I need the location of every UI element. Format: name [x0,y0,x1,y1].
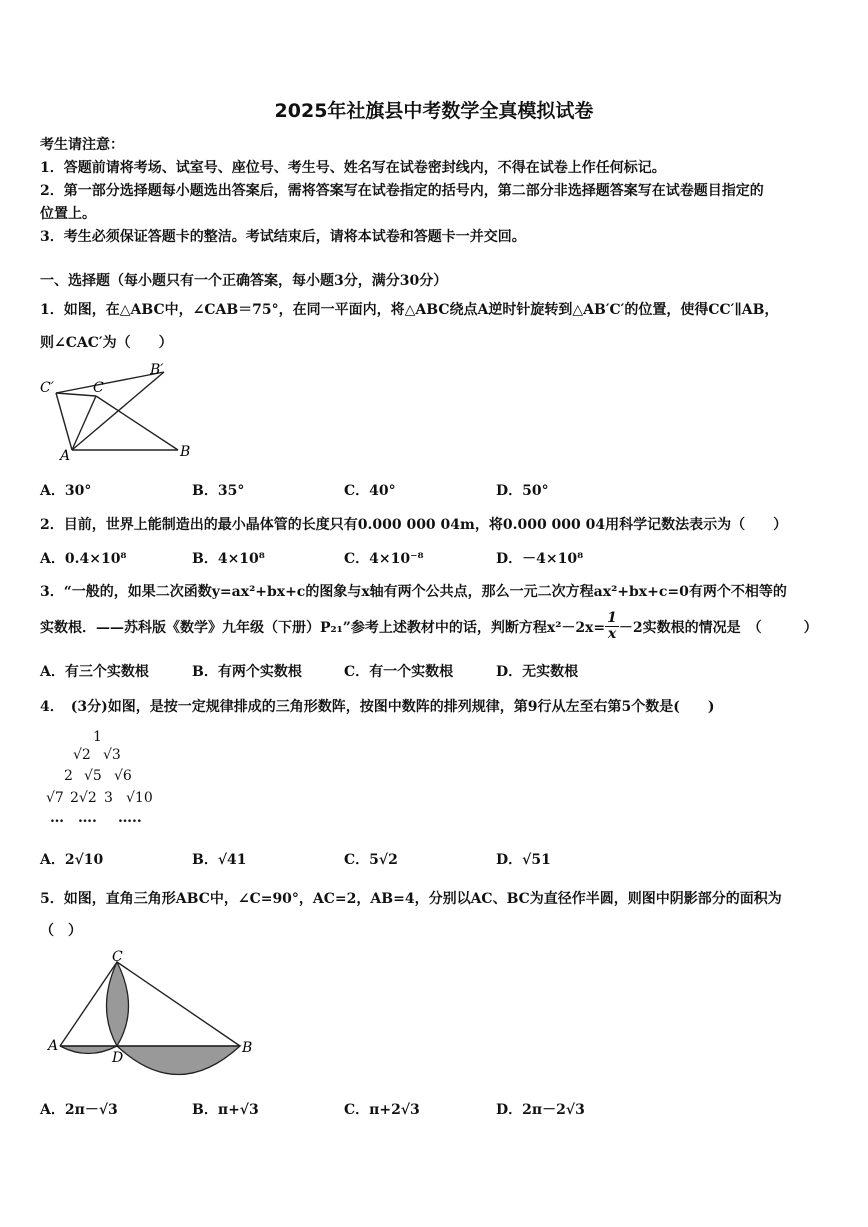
q3-fraction [605,611,619,643]
array-cell: …. [78,810,97,826]
label-c: C [93,380,104,396]
array-cell: ….. [118,810,142,826]
q5-text-2: （ ） [40,923,82,939]
q4-text: 4． (3分)如图，是按一定规律排成的三角形数阵，按图中数阵的排列规律，第9行从左至右第5个数是( ) [40,699,715,715]
q3-text-2b: －2实数根的情况是 （ ） [618,619,818,636]
label-d: D [112,1050,124,1066]
array-cell: 2 [64,768,73,784]
array-cell: √6 [114,768,132,784]
label-b: B [242,1040,253,1056]
label-a: A [48,1038,59,1054]
array-cell: … [50,810,64,826]
array-cell: √7 [46,790,64,806]
q1-option-b[interactable]: B．35° [192,483,245,499]
array-cell: √2 [73,747,91,763]
q4-option-c[interactable]: C．5√2 [344,852,398,868]
q3-option-c[interactable]: C．有一个实数根 [344,664,454,680]
q2-option-a[interactable]: A．0.4×10⁸ [40,551,127,567]
label-b: B [180,444,191,460]
q1-figure [38,360,198,465]
label-a: A [60,448,71,464]
fraction-numerator: 1 [607,610,617,626]
array-cell: 2√2 [70,790,97,806]
note-line-2: 2．第一部分选择题每小题选出答案后，需将答案写在试卷指定的括号内，第二部分非选择题答案写在试卷题目指定的 [40,183,764,199]
q3-option-b[interactable]: B．有两个实数根 [192,664,302,680]
q5-option-c[interactable]: C．π+2√3 [344,1102,420,1118]
q1-option-c[interactable]: C．40° [344,483,396,499]
q1-text-2: 则∠CAC′为（ ） [40,335,173,351]
q3-text-2 [40,611,818,643]
array-cell: √3 [103,747,121,763]
q4-option-a[interactable]: A．2√10 [40,852,104,868]
array-cell: 3 [104,790,113,806]
q5-option-d[interactable]: D．2π－2√3 [496,1102,585,1118]
q4-option-b[interactable]: B．√41 [192,852,247,868]
q2-text: 2．目前，世界上能制造出的最小晶体管的长度只有0.000 000 04m，将0.000 000 04用科学记数法表示为（ ） [40,517,788,533]
note-line-4: 3．考生必须保证答题卡的整洁。考试结束后，请将本试卷和答题卡一并交回。 [40,229,526,245]
section-heading: 一、选择题（每小题只有一个正确答案，每小题3分，满分30分） [40,273,448,289]
q5-option-b[interactable]: B．π+√3 [192,1102,259,1118]
q1-option-d[interactable]: D．50° [496,483,549,499]
array-cell: √10 [126,790,153,806]
array-cell: √5 [84,768,102,784]
label-c-prime: C′ [40,380,54,396]
q3-text: 3．“一般的，如果二次函数y=ax²+bx+c的图象与x轴有两个公共点，那么一元二次方程ax²+bx+c=0有两个不相等的 [40,584,787,600]
fraction-denominator: x [607,626,617,643]
page-title: 2025年社旗县中考数学全真模拟试卷 [274,100,594,122]
array-cell: 1 [93,729,102,745]
q1-option-a[interactable]: A．30° [40,483,92,499]
q3-option-a[interactable]: A．有三个实数根 [40,664,149,680]
label-c: C [112,949,123,965]
q5-text: 5．如图，直角三角形ABC中，∠C=90°，AC=2，AB=4，分别以AC、BC为直径作半圆，则图中阴影部分的面积为 [40,891,782,907]
q3-text-2a: 实数根．——苏科版《数学》九年级（下册）P₂₁”参考上述教材中的话，判断方程x²－2x= [40,619,606,636]
notes-heading: 考生请注意： [40,137,124,153]
q5-figure [44,948,264,1080]
note-line-3: 位置上。 [40,206,96,222]
note-line-1: 1．答题前请将考场、试室号、座位号、考生号、姓名写在试卷密封线内，不得在试卷上作任何标记。 [40,160,666,176]
q2-option-c[interactable]: C．4×10⁻⁸ [344,551,424,567]
q2-option-b[interactable]: B．4×10⁸ [192,551,265,567]
q4-option-d[interactable]: D．√51 [496,852,551,868]
q2-option-d[interactable]: D．－4×10⁸ [496,551,584,567]
q3-option-d[interactable]: D．无实数根 [496,664,579,680]
q5-option-a[interactable]: A．2π－√3 [40,1102,118,1118]
q1-text: 1．如图，在△ABC中，∠CAB＝75°，在同一平面内，将△ABC绕点A逆时针旋转到△AB′C′的位置，使得CC′∥AB， [40,302,779,318]
label-b-prime: B′ [150,362,164,378]
